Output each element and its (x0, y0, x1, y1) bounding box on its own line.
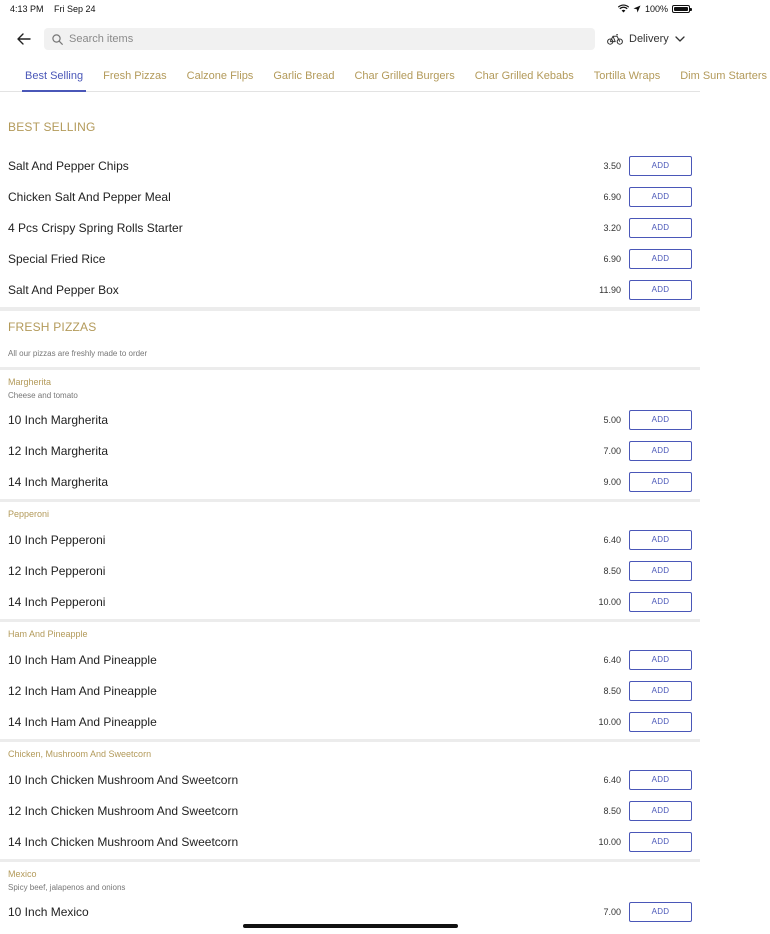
item-name: 10 Inch Chicken Mushroom And Sweetcorn (8, 772, 239, 787)
item-name: 4 Pcs Crispy Spring Rolls Starter (8, 220, 183, 235)
subgroup-name: Ham And Pineapple (8, 629, 88, 639)
item-name: 10 Inch Ham And Pineapple (8, 652, 157, 667)
item-name: 10 Inch Mexico (8, 904, 89, 919)
add-10-inch-pepperoni-button[interactable]: ADD (629, 530, 692, 550)
delivery-label: Delivery (629, 33, 669, 45)
menu-item-row[interactable] (0, 764, 700, 795)
add-12-inch-ham-and-pineapple-button[interactable]: ADD (629, 681, 692, 701)
delivery-selector[interactable] (607, 33, 685, 45)
item-price: 8.50 (603, 685, 621, 696)
tab-tortilla-wraps[interactable]: Tortilla Wraps (593, 70, 661, 82)
menu-item-row[interactable] (0, 243, 700, 274)
item-price: 7.00 (603, 906, 621, 917)
menu-item-row[interactable] (0, 466, 700, 497)
item-name: Salt And Pepper Box (8, 282, 119, 297)
menu-item-row[interactable] (0, 706, 700, 737)
subgroup-name: Pepperoni (8, 509, 50, 519)
menu-item-row[interactable] (0, 795, 700, 826)
subgroup-name: Margherita (8, 377, 52, 387)
add-12-inch-chicken-mushroom-and-sweetcorn-button[interactable]: ADD (629, 801, 692, 821)
back-button[interactable] (12, 27, 36, 51)
item-name: 10 Inch Margherita (8, 412, 109, 427)
item-name: 14 Inch Pepperoni (8, 594, 106, 609)
item-price: 3.50 (603, 160, 621, 171)
subgroup-header-chicken-mushroom-and-sweetcorn (0, 742, 700, 764)
status-bar (0, 0, 700, 18)
add-salt-and-pepper-chips-button[interactable]: ADD (629, 156, 692, 176)
item-price: 6.40 (603, 774, 621, 785)
add-10-inch-chicken-mushroom-and-sweetcorn-button[interactable]: ADD (629, 770, 692, 790)
subgroup-header-mexico (0, 862, 700, 896)
item-price: 6.90 (603, 191, 621, 202)
item-name: Special Fried Rice (8, 251, 106, 266)
item-price: 5.00 (603, 414, 621, 425)
item-price: 6.90 (603, 253, 621, 264)
best-selling-list (0, 150, 700, 305)
subgroup-description: Cheese and tomato (8, 391, 78, 400)
add-14-inch-margherita-button[interactable]: ADD (629, 472, 692, 492)
item-name: 12 Inch Margherita (8, 443, 109, 458)
subgroup-description: Spicy beef, jalapenos and onions (8, 883, 126, 892)
subgroup-name: Mexico (8, 869, 37, 879)
wifi-icon (618, 5, 629, 13)
battery-percent: 100% (644, 4, 668, 14)
item-price: 8.50 (603, 565, 621, 576)
add-10-inch-ham-and-pineapple-button[interactable]: ADD (629, 650, 692, 670)
status-date: Fri Sep 24 (54, 4, 96, 14)
battery-icon (672, 5, 690, 13)
menu-item-row[interactable] (0, 586, 700, 617)
item-price: 8.50 (603, 805, 621, 816)
add-special-fried-rice-button[interactable]: ADD (629, 249, 692, 269)
category-tabs (0, 60, 768, 92)
section-description: All our pizzas are freshly made to order (8, 349, 148, 358)
item-price: 10.00 (598, 836, 621, 847)
tab-calzone-flips[interactable]: Calzone Flips (186, 70, 254, 82)
item-price: 3.20 (603, 222, 621, 233)
item-name: Chicken Salt And Pepper Meal (8, 189, 171, 204)
status-left (10, 4, 104, 14)
add-chicken-salt-and-pepper-meal-button[interactable]: ADD (629, 187, 692, 207)
menu-item-row[interactable] (0, 644, 700, 675)
add-10-inch-margherita-button[interactable]: ADD (629, 410, 692, 430)
subgroup-name: Chicken, Mushroom And Sweetcorn (8, 749, 152, 759)
add-12-inch-pepperoni-button[interactable]: ADD (629, 561, 692, 581)
menu-item-row[interactable] (0, 150, 700, 181)
menu-item-row[interactable] (0, 435, 700, 466)
item-price: 6.40 (603, 654, 621, 665)
subgroup-header-margherita (0, 370, 700, 404)
menu-item-row[interactable] (0, 675, 700, 706)
menu-item-row[interactable] (0, 555, 700, 586)
tab-dim-sum-starters[interactable]: Dim Sum Starters (680, 70, 768, 82)
back-arrow-icon (17, 33, 31, 45)
add-4-pcs-crispy-spring-rolls-starter-button[interactable]: ADD (629, 218, 692, 238)
menu-item-row[interactable] (0, 896, 700, 927)
status-time: 4:13 PM (10, 4, 44, 14)
item-name: 14 Inch Chicken Mushroom And Sweetcorn (8, 834, 239, 849)
item-price: 10.00 (598, 716, 621, 727)
menu-item-row[interactable] (0, 404, 700, 435)
tab-garlic-bread[interactable]: Garlic Bread (273, 70, 335, 82)
location-arrow-icon (633, 5, 641, 13)
subgroup-header-ham-and-pineapple (0, 622, 700, 644)
bike-icon (607, 34, 623, 45)
tab-fresh-pizzas[interactable]: Fresh Pizzas (103, 70, 167, 82)
battery-fill (674, 7, 688, 11)
search-input[interactable] (69, 33, 587, 45)
item-price: 7.00 (603, 445, 621, 456)
tab-char-grilled-kebabs[interactable]: Char Grilled Kebabs (474, 70, 574, 82)
item-name: 14 Inch Ham And Pineapple (8, 714, 157, 729)
item-name: 14 Inch Margherita (8, 474, 109, 489)
chevron-down-icon (675, 36, 685, 42)
search-box[interactable] (44, 28, 595, 50)
add-salt-and-pepper-box-button[interactable]: ADD (629, 280, 692, 300)
item-price: 11.90 (599, 284, 621, 295)
menu-item-row[interactable] (0, 274, 700, 305)
item-name: Salt And Pepper Chips (8, 158, 129, 173)
menu-item-row[interactable] (0, 826, 700, 857)
tab-best-selling[interactable]: Best Selling (22, 70, 86, 91)
add-14-inch-pepperoni-button[interactable]: ADD (629, 592, 692, 612)
item-price: 6.40 (603, 534, 621, 545)
status-right (618, 4, 690, 14)
item-name: 10 Inch Pepperoni (8, 532, 106, 547)
add-12-inch-margherita-button[interactable]: ADD (629, 441, 692, 461)
menu-item-row[interactable] (0, 212, 700, 243)
add-14-inch-chicken-mushroom-and-sweetcorn-button[interactable]: ADD (629, 832, 692, 852)
item-price: 10.00 (598, 596, 621, 607)
home-indicator (243, 924, 458, 928)
menu-content (0, 92, 700, 927)
subgroup-header-pepperoni (0, 502, 700, 524)
tab-char-grilled-burgers[interactable]: Char Grilled Burgers (354, 70, 455, 82)
menu-item-row[interactable] (0, 524, 700, 555)
pizza-groups (0, 370, 700, 927)
item-name: 12 Inch Chicken Mushroom And Sweetcorn (8, 803, 239, 818)
section-title-best-selling: BEST SELLING (8, 120, 96, 134)
item-name: 12 Inch Ham And Pineapple (8, 683, 157, 698)
add-10-inch-mexico-button[interactable]: ADD (629, 902, 692, 922)
item-name: 12 Inch Pepperoni (8, 563, 106, 578)
menu-item-row[interactable] (0, 181, 700, 212)
section-title-fresh-pizzas: FRESH PIZZAS (8, 320, 97, 334)
add-14-inch-ham-and-pineapple-button[interactable]: ADD (629, 712, 692, 732)
search-icon (52, 34, 63, 45)
top-bar (0, 18, 700, 60)
item-price: 9.00 (603, 476, 621, 487)
